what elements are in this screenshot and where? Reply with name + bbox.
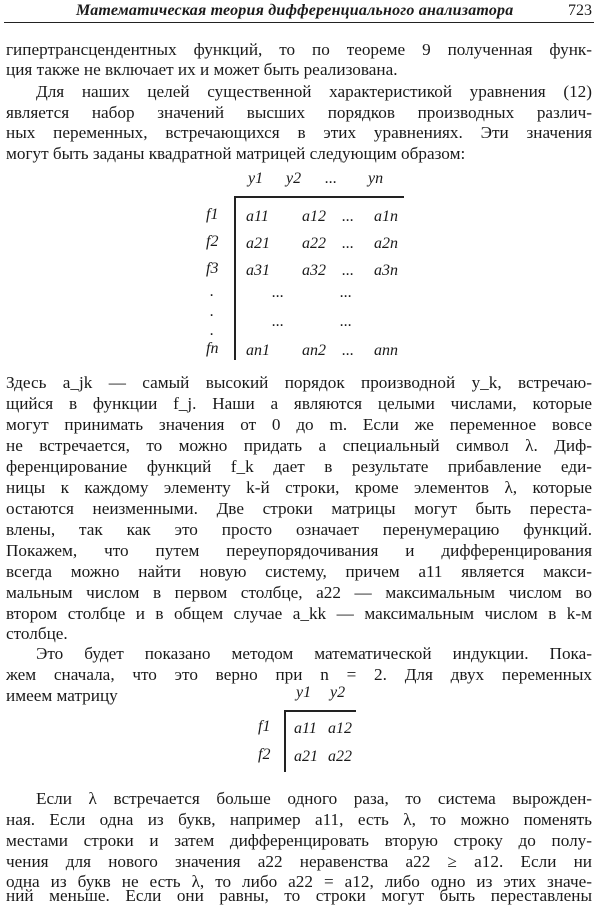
- text-line: щийся в функции f_j. Наши a являются целыми числами, которые: [6, 394, 592, 413]
- text-line: гипертрансцендентных функций, то по теореме 9 полученная функ-: [6, 40, 592, 59]
- matrix1-row-label: f1: [206, 206, 219, 223]
- matrix1-cell: ...: [340, 313, 352, 330]
- text-line: ний меньше. Если они равны, то строки могут быть переставлены: [6, 886, 592, 905]
- matrix1-cell: an2: [302, 342, 326, 359]
- matrix1-cell: an1: [246, 342, 270, 359]
- text-line: остаются неизменными. Две строки матрицы могут быть переста-: [6, 499, 592, 518]
- matrix1-cell: a2n: [374, 235, 398, 252]
- matrix1-cell: ...: [342, 342, 354, 359]
- text-line: Если λ встречается больше одного раза, то система вырожден-: [36, 789, 592, 808]
- text-line: ференцирование функций f_k дает в результате прибавление еди-: [6, 457, 592, 476]
- text-line: ция также не включает их и может быть реализована.: [6, 60, 398, 79]
- matrix2-col-header: y1: [296, 684, 312, 701]
- text-line: местами строки и затем дифференцировать вторую строку до полу-: [6, 831, 592, 850]
- text-line: ницы к каждому элементу k-й строки, кроме элементов λ, которые: [6, 478, 592, 497]
- text-line: ная. Если одна из букв, например a11, есть λ, то можно поменять: [6, 810, 592, 829]
- text-line: является набор значений высших порядков производных различ-: [6, 103, 592, 122]
- text-line: Это будет показано методом математической индукции. Пока-: [36, 644, 592, 663]
- matrix2-row-label: f1: [258, 718, 271, 735]
- matrix1-col-header: y1: [248, 170, 264, 187]
- matrix1-cell: ...: [342, 235, 354, 252]
- text-line: жем сначала, что это верно при n = 2. Для двух переменных: [6, 665, 592, 684]
- matrix1-cell: a12: [302, 208, 326, 225]
- matrix1-cell: a31: [246, 262, 270, 279]
- matrix1-row-label: .: [210, 303, 214, 320]
- header-title: Математическая теория дифференциального анализатора: [76, 2, 514, 19]
- text-line: ных переменных, встречающихся в этих уравнениях. Эти значения: [6, 123, 592, 142]
- matrix1-horizontal-rule: [234, 196, 404, 198]
- text-line: могут принимать значения от 0 до m. Если же переменное вовсе: [6, 415, 592, 434]
- running-header: [4, 0, 594, 23]
- matrix1-cell: ...: [342, 208, 354, 225]
- matrix2-vertical-rule: [284, 710, 286, 772]
- text-line: могут быть заданы квадратной матрицей следующим образом:: [6, 144, 466, 163]
- matrix1-row-label: fn: [206, 340, 219, 357]
- matrix1-cell: ...: [340, 284, 352, 301]
- text-line: втором столбце и в общем случае a_kk — максимальным числом в k-м: [6, 604, 592, 623]
- text-line: имеем матрицу: [6, 686, 118, 705]
- matrix2-col-header: y2: [330, 684, 346, 701]
- matrix1-col-header: ...: [325, 170, 337, 187]
- matrix2-horizontal-rule: [284, 710, 356, 712]
- matrix1-row-label: .: [210, 283, 214, 300]
- matrix1-col-header: yn: [368, 170, 384, 187]
- matrix1-row-label: f3: [206, 260, 219, 277]
- matrix1-col-header: y2: [286, 170, 302, 187]
- matrix1-cell: ...: [272, 313, 284, 330]
- matrix1-cell: a11: [246, 208, 269, 225]
- text-line: столбце.: [6, 624, 68, 643]
- matrix1-cell: ...: [342, 262, 354, 279]
- page-number: 723: [568, 2, 592, 19]
- matrix2-cell: a12: [328, 720, 352, 737]
- matrix1-cell: a3n: [374, 262, 398, 279]
- matrix1-cell: a1n: [374, 208, 398, 225]
- text-line: Здесь a_jk — самый высокий порядок производной y_k, встречаю-: [6, 373, 592, 392]
- matrix1-cell: ...: [272, 284, 284, 301]
- text-line: чения для нового значения a22 неравенства a22 ≥ a12. Если ни: [6, 852, 592, 871]
- text-line: одна из букв не есть λ, то либо a22 = a12, либо одно из этих значе-: [6, 872, 592, 891]
- matrix1-row-label: f2: [206, 233, 219, 250]
- matrix1-cell: a22: [302, 235, 326, 252]
- matrix1-vertical-rule: [234, 196, 236, 360]
- matrix2-cell: a22: [328, 748, 352, 765]
- matrix1-cell: a21: [246, 235, 270, 252]
- text-line: Покажем, что путем переупорядочивания и дифференцирования: [6, 541, 592, 560]
- text-line: всегда можно найти новую систему, причем a11 является макси-: [6, 562, 592, 581]
- matrix2-row-label: f2: [258, 746, 271, 763]
- text-line: Для наших целей существенной характеристикой уравнения (12): [36, 82, 592, 101]
- matrix2-cell: a21: [294, 748, 318, 765]
- matrix1-cell: ann: [374, 342, 398, 359]
- matrix2-cell: a11: [294, 720, 317, 737]
- matrix1-cell: a32: [302, 262, 326, 279]
- text-line: влены, так как это просто означает перенумерацию функций.: [6, 520, 592, 539]
- text-line: не встречается, то можно придать a специальный символ λ. Диф-: [6, 436, 592, 455]
- matrix1-row-label: .: [210, 322, 214, 339]
- text-line: мальным числом в первом столбце, a22 — максимальным числом во: [6, 583, 592, 602]
